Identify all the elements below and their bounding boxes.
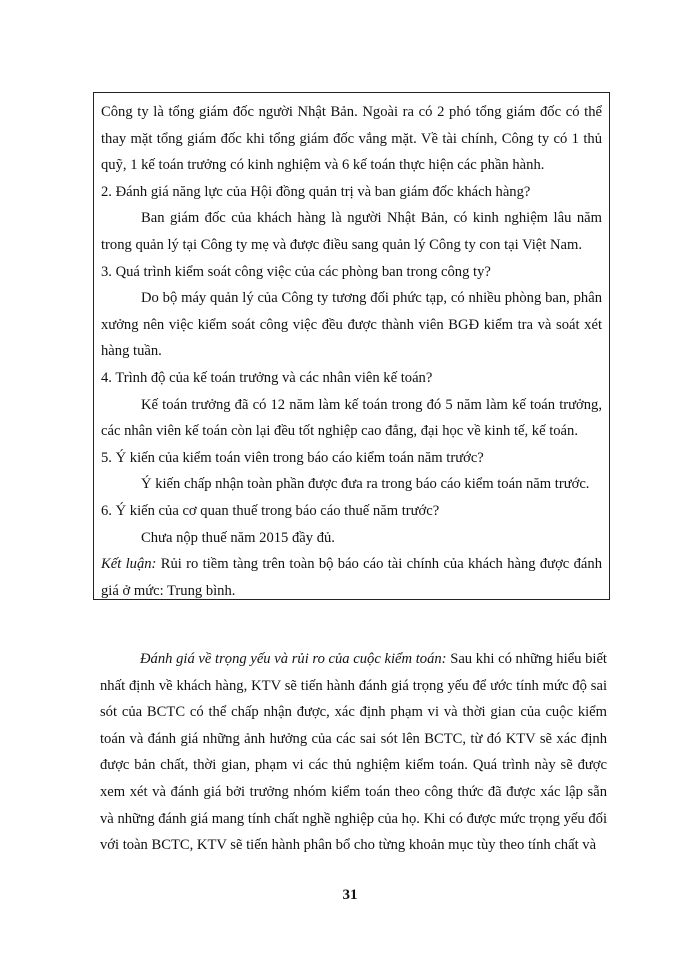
question-3: 3. Quá trình kiểm soát công việc của các phòng ban trong công ty? [101, 263, 491, 280]
question-2: 2. Đánh giá năng lực của Hội đồng quản trị và ban giám đốc khách hàng? [101, 183, 531, 200]
conclusion-label: Kết luận: [101, 556, 157, 573]
conclusion-text: Rủi ro tiềm tàng trên toàn bộ báo cáo tài chính của khách hàng được đánh giá ở mức: Trung bình. [101, 556, 602, 599]
paragraph-management: Công ty là tổng giám đốc người Nhật Bản. Ngoài ra có 2 phó tổng giám đốc có thể thay mặt tổng giám đốc khi tổng giám đốc vắng mặt. Về tài chính, Công ty có 1 thủ quỹ, 1 kế toán trưởng có kinh nghiệm và 6 kế toán thực hiện các phần hành. [101, 104, 602, 174]
materiality-paragraph [100, 646, 607, 859]
page-number: 31 [342, 887, 358, 903]
materiality-text: Sau khi có những hiểu biết nhất định về khách hàng, KTV sẽ tiến hành đánh giá trọng yếu để ước tính mức độ sai sót của BCTC có thể chấp nhận được, xác định phạm vi và thời gian của cuộc kiểm toán và đánh giá những ảnh hưởng của các sai sót lên BCTC, từ đó KTV sẽ xác định được bản chất, thời gian, phạm vi các thủ nghiệm kiểm toán. Quá trình này sẽ được xem xét và đánh giá bởi trưởng nhóm kiểm toán theo công thức đã được xác lập sẵn và những đánh giá mang tính chất nghề nghiệp của họ. Khi có được mức trọng yếu đối với toàn BCTC, KTV sẽ tiến hành phân bổ cho từng khoản mục tùy theo tính chất và [100, 651, 607, 854]
answer-5: Ý kiến chấp nhận toàn phần được đưa ra trong báo cáo kiểm toán năm trước. [141, 476, 590, 493]
answer-2: Ban giám đốc của khách hàng là người Nhật Bản, có kinh nghiệm lâu năm trong quản lý tại Công ty mẹ và được điều sang quản lý Công ty con tại Việt Nam. [101, 210, 602, 253]
question-5: 5. Ý kiến của kiểm toán viên trong báo cáo kiểm toán năm trước? [101, 449, 484, 466]
questionnaire-box [93, 92, 610, 600]
answer-4: Kế toán trưởng đã có 12 năm làm kế toán trong đó 5 năm làm kế toán trưởng, các nhân viên kế toán còn lại đều tốt nghiệp cao đẳng, đại học về kinh tế, kế toán. [101, 396, 602, 440]
question-4: 4. Trình độ của kế toán trưởng và các nhân viên kế toán? [101, 369, 433, 386]
answer-6: Chưa nộp thuế năm 2015 đầy đủ. [141, 529, 335, 546]
materiality-heading: Đánh giá về trọng yếu và rủi ro của cuộc kiểm toán: [140, 651, 447, 667]
answer-3: Do bộ máy quản lý của Công ty tương đối phức tạp, có nhiều phòng ban, phân xưởng nên việc kiểm soát công việc đều được thành viên BGĐ kiểm tra và soát xét hàng tuần. [101, 290, 602, 360]
conclusion [101, 551, 602, 604]
question-6: 6. Ý kiến của cơ quan thuế trong báo cáo thuế năm trước? [101, 502, 440, 519]
